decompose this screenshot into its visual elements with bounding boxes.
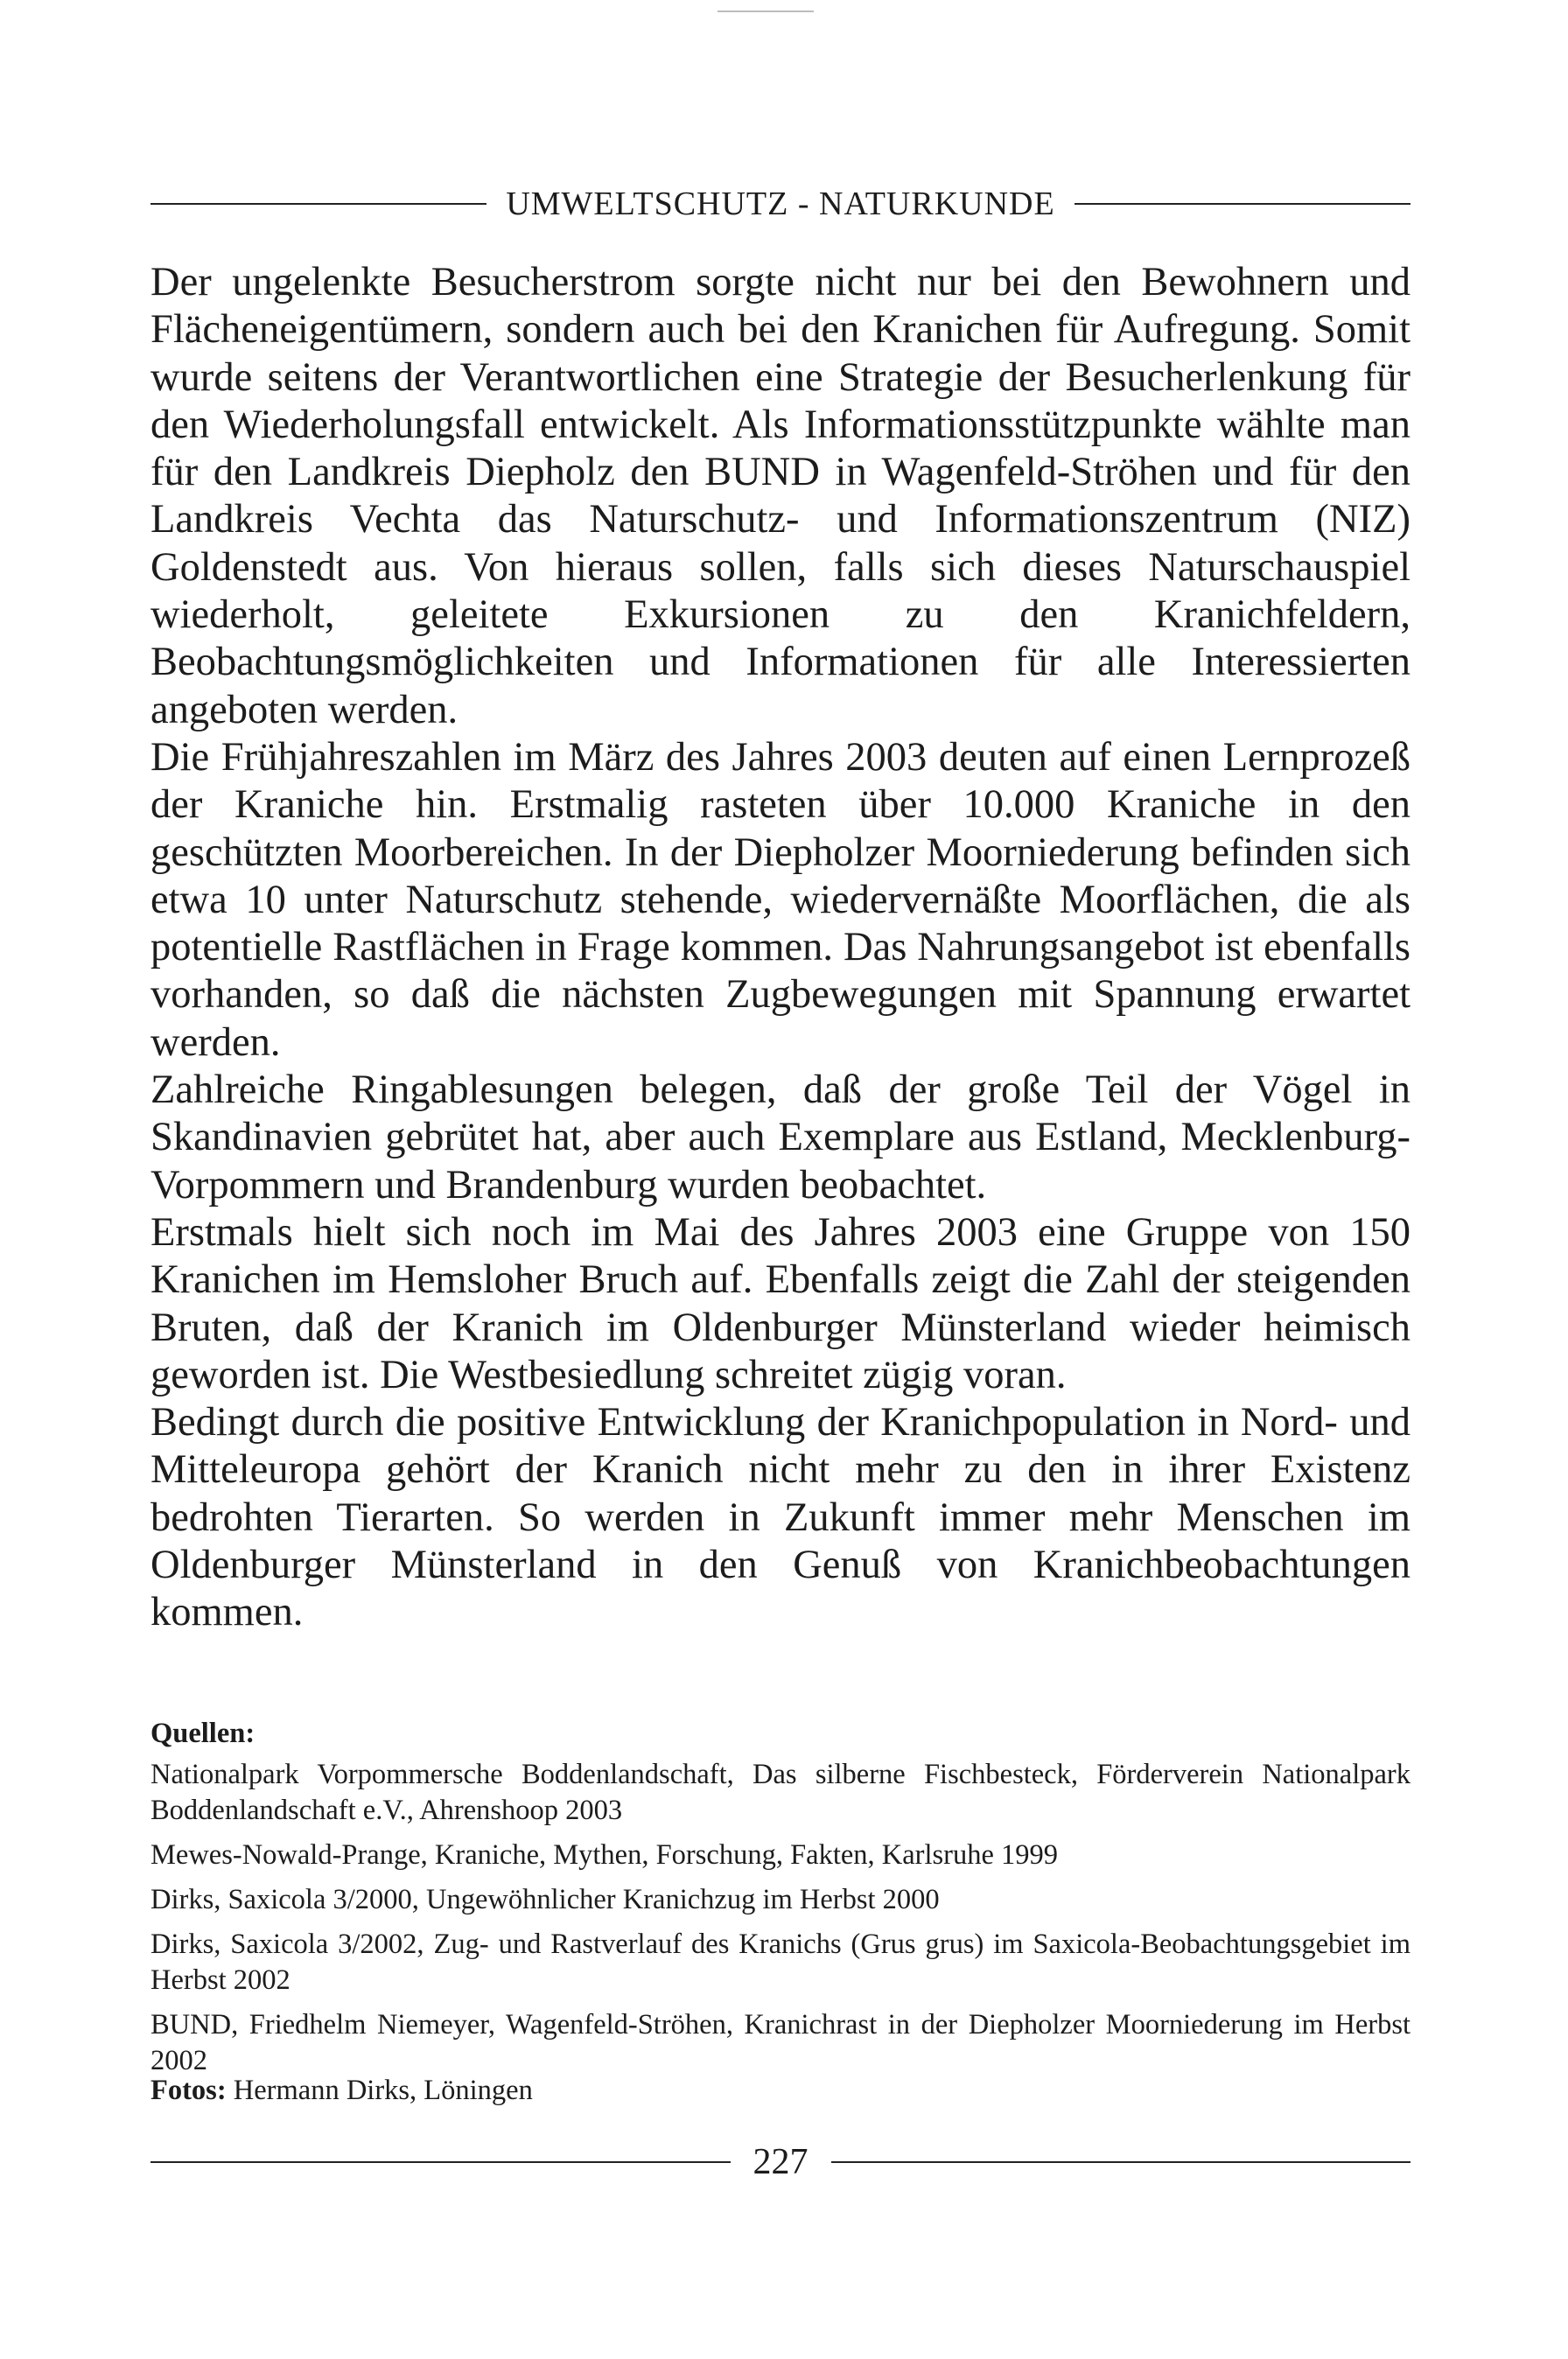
page-footer	[150, 2144, 1410, 2180]
source-entry: BUND, Friedhelm Niemeyer, Wagenfeld-Ströhen, Kranichrast in der Diepholzer Moorniederung im Herbst 2002	[150, 2009, 1410, 2076]
photo-credit	[150, 2073, 1410, 2109]
source-entry: Dirks, Saxicola 3/2000, Ungewöhnlicher Kranichzug im Herbst 2000	[150, 1884, 940, 1915]
page-number: 227	[752, 2142, 808, 2182]
sources-label: Quellen:	[150, 1718, 256, 1749]
header-title: UMWELTSCHUTZ - NATURKUNDE	[506, 186, 1055, 222]
source-entry: Nationalpark Vorpommersche Boddenlandschaft, Das silberne Fischbesteck, Förderverein Nationalpark Boddenlandschaft e.V., Ahrenshoop 2003	[150, 1759, 1410, 1826]
body-paragraph: Zahlreiche Ringablesungen belegen, daß der große Teil der Vögel in Skandinavien gebrütet hat, aber auch Exemplare aus Estland, Mecklenburg-Vorpommern und Brandenburg wurden beobachtet.	[150, 1068, 1410, 1208]
footer-rule-right	[831, 2161, 1411, 2163]
header-rule-right	[1074, 203, 1410, 205]
body-paragraph: Bedingt durch die positive Entwicklung der Kranichpopulation in Nord- und Mitteleuropa gehört der Kranich nicht mehr zu den in ihrer Existenz bedrohten Tierarten. So werden in Zukunft immer mehr Menschen im Oldenburger Münsterland in den Genuß von Kranichbeobachtungen kommen.	[150, 1400, 1410, 1635]
source-entry: Mewes-Nowald-Prange, Kraniche, Mythen, Forschung, Fakten, Karlsruhe 1999	[150, 1839, 1059, 1871]
body-paragraph: Der ungelenkte Besucherstrom sorgte nicht nur bei den Bewohnern und Flächeneigentümern, sondern auch bei den Kranichen für Aufregung. Somit wurde seitens der Verantwortlichen eine Strategie der Besucherlenkung für den Wiederholungsfall entwickelt. Als Informationsstützpunkte wählte man für den Landkreis Diepholz den BUND in Wagenfeld-Ströhen und für den Landkreis Vechta das Naturschutz- und Informationszentrum (NIZ) Goldenstedt aus. Von hieraus sollen, falls sich dieses Naturschauspiel wiederholt, geleitete Exkursionen zu den Kranichfeldern, Beobachtungsmöglichkeiten und Informationen für alle Interessierten angeboten werden.	[150, 260, 1410, 732]
body-text	[150, 259, 1410, 1637]
running-header	[150, 187, 1410, 220]
photo-credit-label: Fotos:	[150, 2075, 227, 2106]
body-paragraph: Erstmals hielt sich noch im Mai des Jahres 2003 eine Gruppe von 150 Kranichen im Hemsloher Bruch auf. Ebenfalls zeigt die Zahl der steigenden Bruten, daß der Kranich im Oldenburger Münsterland wieder heimisch geworden ist. Die Westbesiedlung schreitet zügig voran.	[150, 1209, 1410, 1397]
header-rule-left	[150, 203, 486, 205]
source-entry: Dirks, Saxicola 3/2002, Zug- und Rastverlauf des Kranichs (Grus grus) im Saxicola-Beobachtungsgebiet im Herbst 2002	[150, 1928, 1410, 1996]
body-paragraph: Die Frühjahreszahlen im März des Jahres 2003 deuten auf einen Lernprozeß der Kraniche hin. Erstmalig rasteten über 10.000 Kraniche in den geschützten Moorbereichen. In der Diepholzer Moorniederung befinden sich etwa 10 unter Naturschutz stehende, wiedervernäßte Moorflächen, die als potentielle Rastflächen in Frage kommen. Das Nahrungsangebot ist ebenfalls vorhanden, so daß die nächsten Zugbewegungen mit Spannung erwartet werden.	[150, 734, 1410, 1065]
sources-section	[150, 1716, 1410, 2088]
photo-credit-text: Hermann Dirks, Löningen	[226, 2075, 533, 2106]
scan-edge-mark	[718, 10, 814, 12]
footer-rule-left	[150, 2161, 731, 2163]
